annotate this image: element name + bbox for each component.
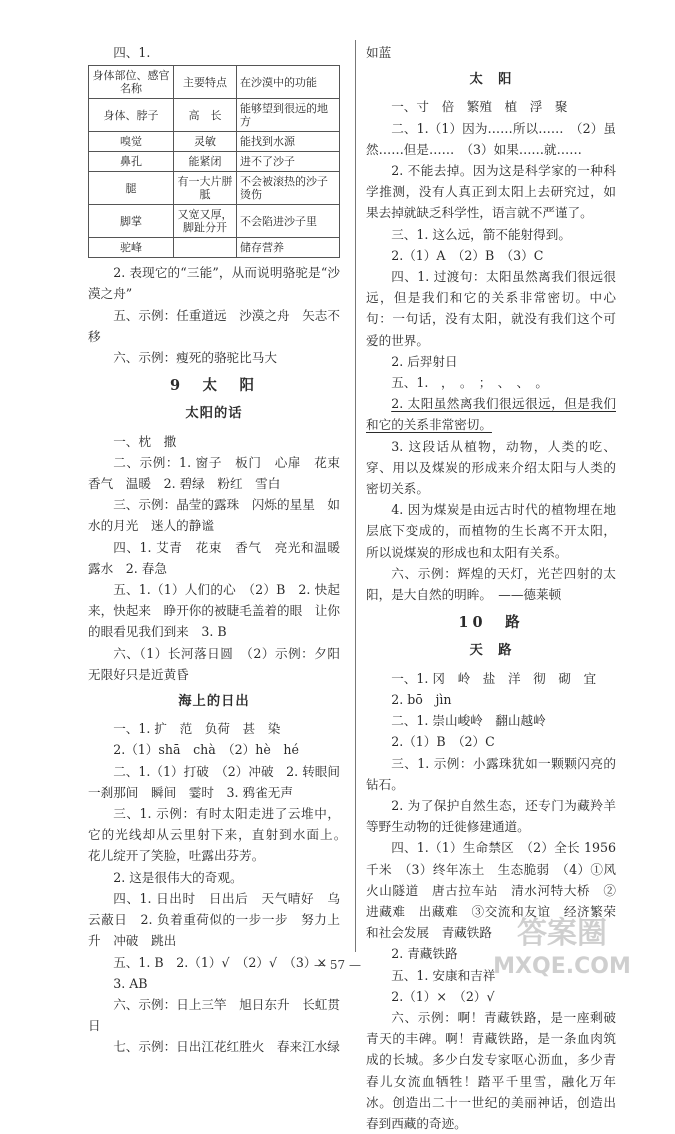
table-cell: 储存营养 <box>237 238 340 258</box>
camel-table <box>88 65 340 258</box>
answer-line <box>88 431 340 452</box>
answer-line <box>88 803 353 867</box>
answer-line <box>366 668 616 689</box>
section-title-sea-sunrise: 海上的日出 <box>178 694 250 710</box>
answer-text: 一、寸 倍 繁殖 植 浮 聚 <box>391 99 568 115</box>
table-cell: 身体、脖子 <box>89 99 174 132</box>
left-answers-a <box>88 262 340 368</box>
answer-text: 3. 这段话从植物，动物，人类的吃、穿、用以及煤炭的形成来介绍太阳与人类的密切关系。 <box>366 438 616 497</box>
answer-line <box>88 867 340 888</box>
answer-text: 二、1.（1）因为……所以…… （2）虽然……但是…… （3）如果……就…… <box>366 120 616 157</box>
table-cell: 能够望到很远的地方 <box>237 99 340 132</box>
answer-line <box>366 245 616 266</box>
answer-line <box>366 499 616 563</box>
section-title-sky-road: 天 路 <box>469 643 513 659</box>
answer-line <box>366 795 616 837</box>
answer-line <box>88 994 340 1036</box>
answer-text: 2. 不能去掉。因为这是科学家的一种科学推测，没有人真正到太阳上去研究过，如果去掉就缺乏科学性，语言就不严谨了。 <box>366 163 616 221</box>
answer-line <box>366 266 616 351</box>
left-answers-c <box>88 718 353 1057</box>
answer-text: 如蓝 <box>366 45 392 60</box>
answer-text: 2. 这是很伟大的奇观。 <box>113 869 243 885</box>
answer-line <box>88 347 340 368</box>
answer-text: 二、示例：1. 窗子 板门 心扉 花束 香气 温暖 2. 碧绿 粉红 雪白 <box>88 454 353 492</box>
right-answers-b <box>366 96 616 605</box>
answer-text: 2.（1）× （2）√ <box>391 988 495 1004</box>
answer-line <box>88 494 340 536</box>
answer-line <box>366 118 616 160</box>
answer-text: 六、示例：啊！青藏铁路，是一座剩破青天的丰碑。啊！青藏铁路，是一条血肉筑成的长城。多少白发专家呕心沥血，多少青春儿女流血牺牲！踏平千里雪，融化万年冰。创造出二十一世纪的美丽神话，创造出春到西藏的奇迹。 <box>366 1009 616 1131</box>
table-row <box>89 132 340 152</box>
table-cell: 高 长 <box>174 99 237 132</box>
left-answers-b <box>88 431 353 685</box>
answer-line <box>366 160 616 224</box>
answer-line <box>88 537 353 579</box>
answer-text: 五、1. B 2.（1）√ （2）√ （3）× <box>113 954 328 970</box>
table-cell: 主要特点 <box>174 66 237 99</box>
answer-line <box>88 643 340 685</box>
lesson-9-title: 9 太 阳 <box>169 377 259 395</box>
answer-line <box>366 224 616 245</box>
answer-text: 2. 表现它的“三能”，从而说明骆驼是“沙漠之舟” <box>88 265 340 302</box>
answer-text: 一、1. 冈 岭 盐 洋 彻 砌 宜 <box>391 670 597 686</box>
answer-line <box>88 262 340 304</box>
answer-text: 五、1. ， 。 ； 、 、 。 <box>391 375 549 391</box>
left-column <box>88 42 353 1058</box>
answer-text: 三、示例：晶莹的露珠 闪烁的星星 如水的月光 迷人的静谧 <box>88 497 340 534</box>
answer-text: 二、1.（1）打破 （2）冲破 2. 转眼间 一刹那间 瞬间 霎时 3. 鸦雀无声 <box>88 763 353 800</box>
table-cell: 有一大片胼胝 <box>174 172 237 205</box>
answer-line <box>366 42 616 63</box>
answer-line <box>366 96 616 117</box>
section-title-sun-words: 太阳的话 <box>185 406 243 422</box>
answer-text: 六、示例：瘦死的骆驼比马大 <box>113 350 277 366</box>
table-cell: 在沙漠中的功能 <box>237 66 340 99</box>
answer-line <box>366 689 616 710</box>
right-answers-a <box>366 42 616 63</box>
answer-text: 四、1. 日出时 日出后 天气晴好 乌云蔽日 2. 负着重荷似的一步一步 努力上升 冲破 跳出 <box>88 890 340 949</box>
answer-text: 2. 太阳虽然离我们很远很远，但是我们和它的关系非常密切。 <box>366 396 616 433</box>
table-cell: 能紧闭 <box>174 152 237 172</box>
answer-text: 2.（1）shā chà （2）hè hé <box>113 742 299 758</box>
answer-line <box>366 351 616 372</box>
table-cell: 不会被滚热的沙子烫伤 <box>237 172 340 205</box>
table-cell: 身体部位、感官名称 <box>89 66 174 99</box>
section-title-sun: 太 阳 <box>469 72 513 88</box>
watermark-text-cn: 答案圈 <box>517 916 607 951</box>
answer-text: 三、1. 示例：有时太阳走进了云堆中，它的光线却从云里射下来，直射到水面上。 花儿绽开了笑脸，吐露出芬芳。 <box>88 806 353 864</box>
right-answers-c <box>366 668 616 1134</box>
answer-text: 三、1. 这么远，箭不能射得到。 <box>391 226 571 242</box>
answer-line <box>88 1036 340 1057</box>
table-row <box>89 238 340 258</box>
table-header-row <box>89 66 340 99</box>
answer-text: 2. 为了保护自然生态，还专门为藏羚羊等野生动物的迁徙修建通道。 <box>366 797 616 835</box>
answer-text: 2. 后羿射日 <box>391 353 458 369</box>
answer-text: 六、示例：辉煌的天灯，光芒四射的太阳，是大自然的明眸。 ——德莱顿 <box>366 565 616 603</box>
answer-text: 四、1.（1）生命禁区 （2）全长 1956 千米 （3）终年冻土 生态脆弱 （4）①风火山隧道 唐古拉车站 清水河特大桥 ②进藏难 出藏难 ③交流和友谊 经济繁荣和社会发展 青藏铁路 <box>366 840 616 941</box>
answer-line <box>366 436 616 500</box>
table-cell: 能找到水源 <box>237 132 340 152</box>
column-divider <box>355 40 356 952</box>
answer-line <box>366 563 616 605</box>
answer-text: 2. 青藏铁路 <box>391 946 458 962</box>
answer-line <box>88 761 353 803</box>
answer-text: 二、1. 崇山峻岭 翻山越岭 <box>391 713 546 729</box>
answer-text: 五、1. 安康和吉祥 <box>391 967 496 983</box>
watermark-text-en: MXQE.COM <box>493 954 631 979</box>
answer-text: 五、示例：任重道远 沙漠之舟 矢志不移 <box>88 307 340 344</box>
answer-line <box>366 1007 616 1134</box>
answer-text: 三、1. 示例：小露珠犹如一颗颗闪亮的钻石。 <box>366 755 616 792</box>
answer-line <box>88 888 340 952</box>
q4-label: 四、1. <box>113 45 151 60</box>
table-cell: 嗅觉 <box>89 132 174 152</box>
answer-text: 四、1. 艾青 花束 香气 亮光和温暖 露水 2. 春急 <box>88 539 353 576</box>
answer-line <box>366 710 616 731</box>
answer-line <box>366 753 616 795</box>
table-row <box>89 152 340 172</box>
answer-line <box>88 305 340 347</box>
answer-text: 2.（1）B （2）C <box>391 734 495 750</box>
table-cell: 驼峰 <box>89 238 174 258</box>
answer-text: 七、示例：日出江花红胜火 春来江水绿 <box>113 1039 340 1055</box>
answer-text: 四、1. 过渡句：太阳虽然离我们很远很远，但是我们和它的关系非常密切。中心句：一句话，没有太阳，就没有我们这个可爱的世界。 <box>366 269 616 348</box>
table-cell: 脚掌 <box>89 205 174 238</box>
answer-line <box>366 372 616 393</box>
answer-text: 五、1.（1）人们的心 （2）B 2. 快起来，快起来 睁开你的被睫毛盖着的眼 让你的眼看见我们到来 3. B <box>88 582 340 640</box>
answer-text: 一、枕 撒 <box>113 433 177 449</box>
answer-line <box>366 731 616 752</box>
watermark-logo <box>467 909 657 981</box>
answer-line <box>88 579 340 643</box>
answer-text: 2. bō jìn <box>391 691 452 707</box>
table-cell: 灵敏 <box>174 132 237 152</box>
answer-text: 3. AB <box>113 975 148 991</box>
table-cell: 鼻孔 <box>89 152 174 172</box>
table-cell: 又宽又厚，脚趾分开 <box>174 205 237 238</box>
answer-line <box>88 739 340 760</box>
table-row <box>89 99 340 132</box>
answer-text: 4. 因为煤炭是由远古时代的植物埋在地层底下变成的，而植物的生长离不开太阳，所以说煤炭的形成也和太阳有关系。 <box>366 502 616 560</box>
answer-line <box>366 393 616 435</box>
table-cell: 不会陷进沙子里 <box>237 205 340 238</box>
table-cell: 腿 <box>89 172 174 205</box>
page-number: — 57 — <box>314 958 361 972</box>
lesson-10-title: 10 路 <box>458 614 524 632</box>
table-row <box>89 205 340 238</box>
table-row <box>89 172 340 205</box>
answer-text: 2.（1）A （2）B （3）C <box>391 247 544 263</box>
answer-line <box>88 452 353 494</box>
answer-line <box>88 718 340 739</box>
answer-line <box>88 973 340 994</box>
answer-text: 一、1. 扩 范 负荷 甚 染 <box>113 721 281 737</box>
table-cell <box>174 238 237 258</box>
answer-text: 六、（1）长河落日圆 （2）示例：夕阳无限好只是近黄昏 <box>88 645 340 682</box>
table-cell: 进不了沙子 <box>237 152 340 172</box>
answer-text: 六、示例：日上三竿 旭日东升 长虹贯日 <box>88 996 340 1034</box>
